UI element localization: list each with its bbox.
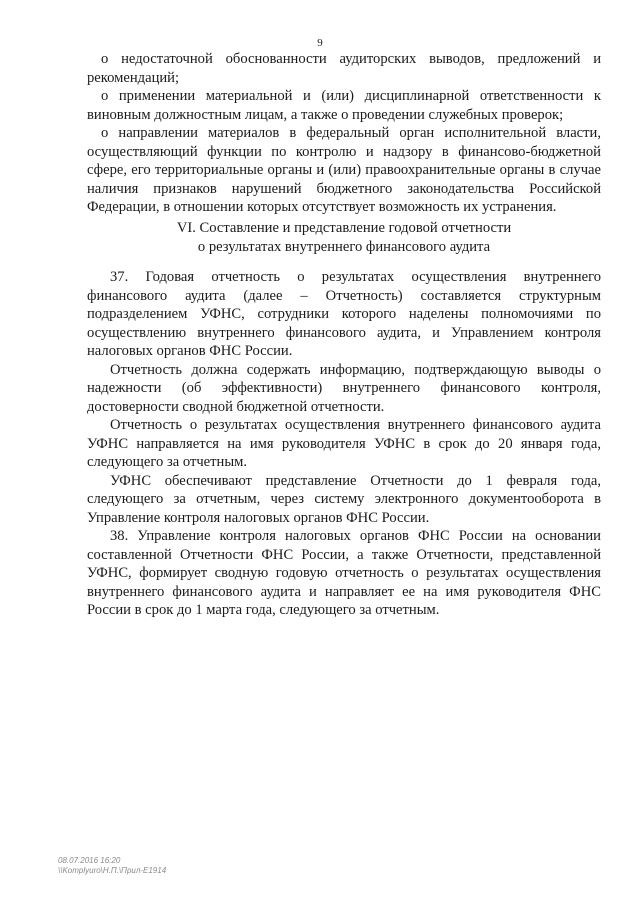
footer-file-path: \\Komplyuro\Н.П.\Прил-Е1914: [58, 866, 167, 875]
intro-item: о применении материальной и (или) дисциплинарной ответственности к виновным должностным лицам, а также о проведении служебных проверок;: [87, 88, 601, 123]
section-heading-line2: о результатах внутреннего финансового аудита: [197, 238, 491, 255]
paragraph: УФНС обеспечивают представление Отчетности до 1 февраля года, следующего за отчетным, через систему электронного документооборота в Управление контроля налоговых органов ФНС России.: [87, 472, 601, 526]
page-number: 9: [317, 37, 323, 49]
section-heading-line1: VI. Составление и представление годовой отчетности: [176, 220, 512, 236]
intro-list: [87, 50, 601, 217]
intro-item: о направлении материалов в федеральный орган исполнительной власти, осуществляющий функции по контролю и надзору в финансово-бюджетной сфере, его территориальные органы и (или) правоохранительные органы в случае наличия признаков нарушений бюджетного законодательства Российской Федерации, в отношении которых отсутствует возможность их устранения.: [87, 125, 601, 215]
footer-timestamp: 08.07.2016 16:20: [58, 856, 121, 865]
intro-item: о недостаточной обоснованности аудиторских выводов, предложений и рекомендаций;: [87, 51, 601, 86]
footer-stamp: [58, 856, 166, 876]
paragraph: Отчетность о результатах осуществления внутреннего финансового аудита УФНС направляется на имя руководителя УФНС в срок до 20 января года, следующего за отчетным.: [87, 417, 601, 470]
paragraph: Отчетность должна содержать информацию, подтверждающую выводы о надежности (об эффективности) внутреннего финансового контроля, достоверности сводной бюджетной отчетности.: [87, 361, 601, 415]
paragraph: 37. Годовая отчетность о результатах осуществления внутреннего финансового аудита (далее – Отчетность) составляется структурным подразделением УФНС, сотрудники которого наделены полномочиями по осуществлению внутреннего финансового аудита, и Управлением контроля налоговых органов ФНС России.: [87, 269, 601, 359]
section-body: [87, 268, 601, 620]
paragraph: 38. Управление контроля налоговых органов ФНС России на основании составленной Отчетности ФНС России, а также Отчетности, представленной УФНС, формирует сводную годовую отчетность о результатах осуществления внутреннего финансового аудита и направляет ее на имя руководителя ФНС России в срок до 1 марта года, следующего за отчетным.: [87, 528, 601, 618]
section-heading: [87, 219, 601, 256]
